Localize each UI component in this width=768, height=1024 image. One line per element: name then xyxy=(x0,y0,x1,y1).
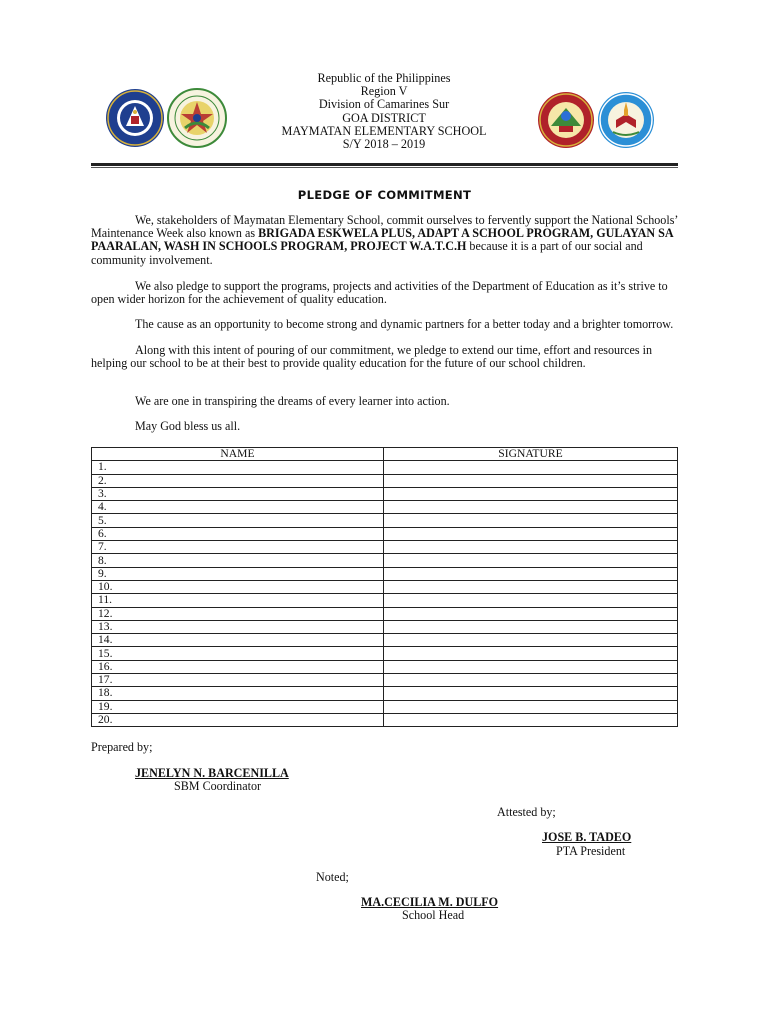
signature-cell[interactable] xyxy=(384,514,678,527)
paragraph-5-text: We are one in transpiring the dreams of every learner into action. xyxy=(135,394,450,408)
paragraph-4-text: Along with this intent of pouring of our commitment, we pledge to extend our time, effort and resources in helping our school to be at their best to provide quality education for the future of our school children. xyxy=(91,343,653,371)
header-line-3: Division of Camarines Sur xyxy=(318,97,450,112)
header-divider-thin xyxy=(91,167,678,168)
name-cell[interactable]: 20. xyxy=(92,713,384,726)
deped-seal-logo xyxy=(105,88,165,148)
name-cell[interactable]: 10. xyxy=(92,580,384,593)
table-row xyxy=(92,527,678,540)
table-row xyxy=(92,487,678,500)
paragraph-1-start: We, stakeholders of Maymatan Elementary School, commit ourselves to fervently support the National Schools’ Maintenance Week also known as xyxy=(91,213,678,241)
name-cell[interactable]: 15. xyxy=(92,647,384,660)
paragraph-6-text: May God bless us all. xyxy=(135,419,241,433)
paragraph-1 xyxy=(91,214,678,267)
name-cell[interactable]: 12. xyxy=(92,607,384,620)
table-header-row xyxy=(92,448,678,461)
noted-by-label: Noted; xyxy=(316,870,349,884)
name-cell[interactable]: 7. xyxy=(92,541,384,554)
name-cell[interactable]: 16. xyxy=(92,660,384,673)
name-cell[interactable]: 11. xyxy=(92,594,384,607)
header-line-6: S/Y 2018 – 2019 xyxy=(342,137,426,152)
signature-cell[interactable] xyxy=(384,527,678,540)
prepared-by-title: SBM Coordinator xyxy=(174,779,262,793)
name-cell[interactable]: 18. xyxy=(92,687,384,700)
prepared-by-name: JENELYN N. BARCENILLA xyxy=(135,766,289,780)
signature-cell[interactable] xyxy=(384,647,678,660)
paragraph-4 xyxy=(91,344,678,370)
attested-by-label: Attested by; xyxy=(497,805,556,819)
name-cell[interactable]: 9. xyxy=(92,567,384,580)
table-row xyxy=(92,713,678,726)
name-cell[interactable]: 4. xyxy=(92,501,384,514)
paragraph-2 xyxy=(91,280,678,306)
signature-table xyxy=(91,447,678,727)
name-cell[interactable]: 6. xyxy=(92,527,384,540)
table-row xyxy=(92,514,678,527)
table-row xyxy=(92,580,678,593)
table-row xyxy=(92,660,678,673)
paragraph-3-text: The cause as an opportunity to become strong and dynamic partners for a better today and a brighter tomorrow. xyxy=(135,317,674,331)
noted-by-name: MA.CECILIA M. DULFO xyxy=(361,895,499,909)
header-line-4: GOA DISTRICT xyxy=(342,110,426,125)
signature-cell[interactable] xyxy=(384,634,678,647)
column-header-name: NAME xyxy=(92,448,384,461)
signature-cell[interactable] xyxy=(384,474,678,487)
name-cell[interactable]: 1. xyxy=(92,461,384,474)
signature-cell[interactable] xyxy=(384,660,678,673)
paragraph-1-end: because it is a part of our social and community involvement. xyxy=(91,239,643,267)
attested-by-name: JOSE B. TADEO xyxy=(542,830,632,844)
table-row xyxy=(92,541,678,554)
name-cell[interactable]: 3. xyxy=(92,487,384,500)
table-row xyxy=(92,607,678,620)
paragraph-6 xyxy=(91,420,678,433)
table-row xyxy=(92,554,678,567)
signature-cell[interactable] xyxy=(384,674,678,687)
signature-cell[interactable] xyxy=(384,487,678,500)
table-row xyxy=(92,474,678,487)
signature-cell[interactable] xyxy=(384,607,678,620)
division-seal-logo xyxy=(167,88,227,148)
signature-cell[interactable] xyxy=(384,541,678,554)
paragraph-5 xyxy=(91,395,678,408)
paragraph-3 xyxy=(91,318,678,331)
table-row xyxy=(92,687,678,700)
table-row xyxy=(92,620,678,633)
signature-cell[interactable] xyxy=(384,713,678,726)
table-row xyxy=(92,700,678,713)
signature-cell[interactable] xyxy=(384,567,678,580)
signature-cell[interactable] xyxy=(384,687,678,700)
school-seal-logo xyxy=(597,90,655,150)
table-row xyxy=(92,674,678,687)
column-header-signature: SIGNATURE xyxy=(384,448,678,461)
signature-cell[interactable] xyxy=(384,700,678,713)
noted-by-title: School Head xyxy=(402,908,465,922)
name-cell[interactable]: 19. xyxy=(92,700,384,713)
paragraph-1-programs: BRIGADA ESKWELA PLUS, ADAPT A SCHOOL PROGRAM, GULAYAN SA PAARALAN, WASH IN SCHOOLS PROGRAM, PROJECT W.A.T.C.H xyxy=(91,226,673,254)
header-line-1: Republic of the Philippines xyxy=(317,71,451,85)
header-line-5: MAYMATAN ELEMENTARY SCHOOL xyxy=(281,123,487,138)
prepared-by-label: Prepared by; xyxy=(91,740,153,754)
table-row xyxy=(92,594,678,607)
signature-cell[interactable] xyxy=(384,620,678,633)
name-cell[interactable]: 13. xyxy=(92,620,384,633)
header-divider-thick xyxy=(91,163,678,166)
signature-cell[interactable] xyxy=(384,461,678,474)
table-row xyxy=(92,501,678,514)
signature-cell[interactable] xyxy=(384,554,678,567)
name-cell[interactable]: 5. xyxy=(92,514,384,527)
table-row xyxy=(92,647,678,660)
signature-cell[interactable] xyxy=(384,501,678,514)
signature-cell[interactable] xyxy=(384,580,678,593)
name-cell[interactable]: 14. xyxy=(92,634,384,647)
name-cell[interactable]: 2. xyxy=(92,474,384,487)
table-row xyxy=(92,567,678,580)
attested-by-title: PTA President xyxy=(556,844,626,858)
table-row xyxy=(92,461,678,474)
signature-cell[interactable] xyxy=(384,594,678,607)
letterhead xyxy=(250,72,518,151)
name-cell[interactable]: 8. xyxy=(92,554,384,567)
name-cell[interactable]: 17. xyxy=(92,674,384,687)
document-title: PLEDGE OF COMMITMENT xyxy=(297,188,472,202)
table-row xyxy=(92,634,678,647)
paragraph-2-text: We also pledge to support the programs, projects and activities of the Department of Education as it’s strive to open wider horizon for the achievement of quality education. xyxy=(91,279,668,307)
header-line-2: Region V xyxy=(360,84,408,99)
goa-district-seal-logo xyxy=(537,90,595,150)
